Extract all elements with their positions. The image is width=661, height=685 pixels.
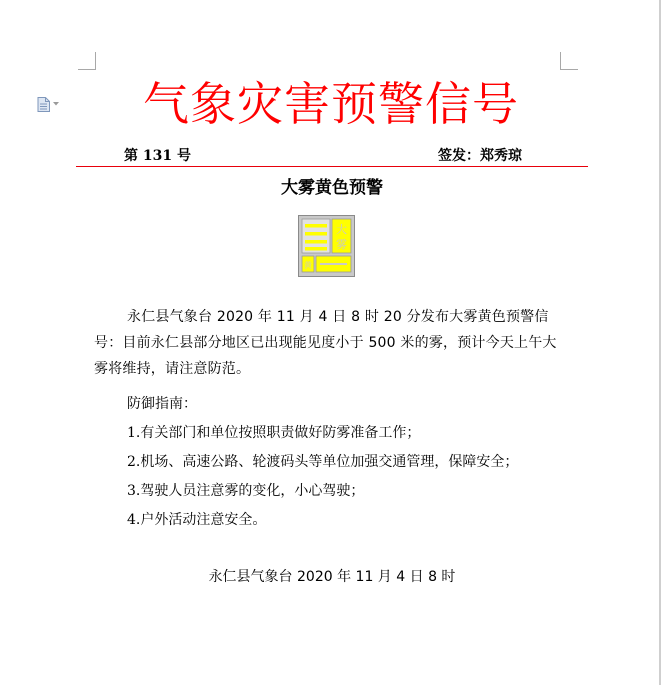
svg-text:雾: 雾: [336, 238, 347, 251]
margin-corner-top-left: [78, 52, 96, 70]
guide-item: 3.驾驶人员注意雾的变化，小心驾驶；: [127, 483, 365, 499]
guide-item: 1.有关部门和单位按照职责做好防雾准备工作；: [127, 425, 421, 441]
document-options-button[interactable]: [37, 96, 63, 112]
issue-number: 第 131 号: [124, 148, 191, 164]
guide-heading: 防御指南：: [127, 396, 197, 412]
document-options-icon: [37, 97, 50, 112]
margin-corner-top-right: [560, 52, 578, 70]
svg-text:大: 大: [336, 223, 347, 236]
guide-item: 4.户外活动注意安全。: [127, 512, 267, 528]
warning-header-title: 气象灾害预警信号: [143, 77, 519, 131]
header-divider: [76, 166, 588, 167]
guide-item: 2.机场、高速公路、轮渡码头等单位加强交通管理，保障安全；: [127, 454, 519, 470]
issuer-signature-line: 永仁县气象台 2020 年 11 月 4 日 8 时: [208, 569, 456, 585]
document-title: 大雾黄色预警: [281, 178, 383, 198]
signer: 签发：郑秀琼: [438, 148, 522, 164]
warning-body-text: 永仁县气象台 2020 年 11 月 4 日 8 时 20 分发布大雾黄色预警信号：目前永仁县部分地区已出现能见度小于 500 米的雾，预计今天上午大雾将维持，请注意防范。: [94, 309, 557, 377]
fog-yellow-warning-icon: [298, 215, 355, 277]
svg-text:黄: 黄: [304, 261, 312, 270]
dropdown-arrow-icon: [53, 102, 59, 106]
